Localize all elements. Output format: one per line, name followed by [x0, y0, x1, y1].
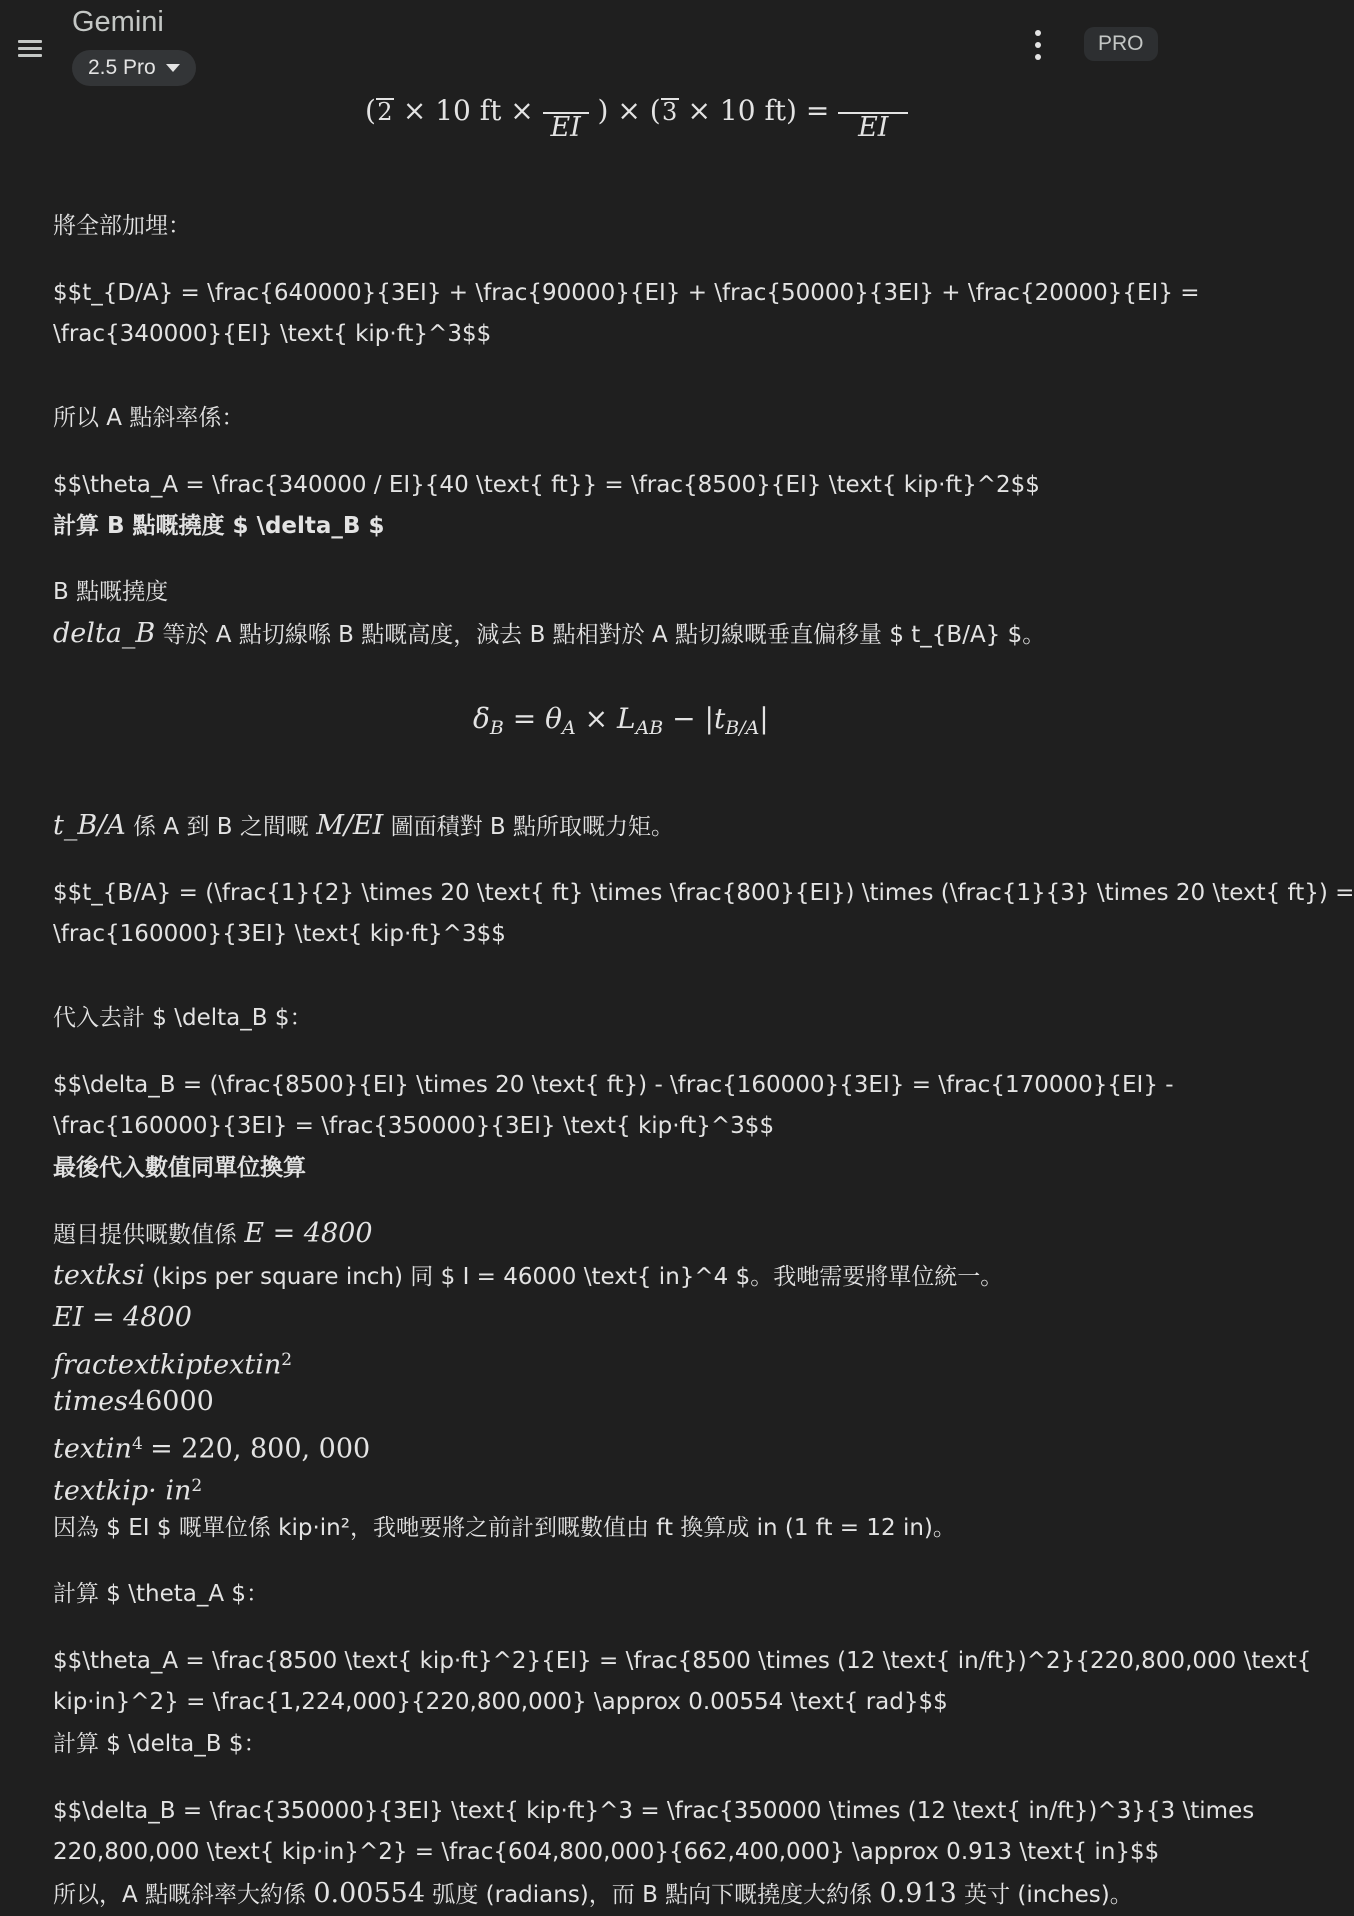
math-sup: 2 — [191, 1476, 203, 1496]
formula-display — [473, 702, 769, 739]
paragraph — [53, 1381, 214, 1424]
text-inline: (kips per square inch) 同 $ I = 46000 \text{ in}^4 $。我哋需要將單位統一。 — [152, 1264, 1004, 1290]
text-inline: 英寸 (inches)。 — [964, 1882, 1133, 1908]
latex-line: 220,800,000 \text{ kip·in}^2} = \frac{604,800,000}{662,400,000} \approx 0.913 \text{ in}$$ — [53, 1839, 1160, 1865]
math-inline: fractextkiptextin — [53, 1349, 282, 1381]
app-title: Gemini — [72, 6, 164, 38]
math-sub: B/A — [725, 717, 760, 739]
math-inline: delta_B — [53, 618, 156, 649]
paragraph: 計算 $ \delta_B $： — [53, 1731, 267, 1757]
paragraph: 計算 $ \theta_A $： — [53, 1581, 270, 1607]
paragraph — [53, 613, 1045, 656]
formula-denominator-2: 3 — [662, 98, 678, 126]
text-inline: 弧度 (radians)，而 B 點向下嘅撓度大約係 — [432, 1882, 873, 1908]
latex-line: kip·in}^2} = \frac{1,224,000}{220,800,000} \approx 0.00554 \text{ rad}$$ — [53, 1689, 948, 1715]
text-inline: 係 A 到 B 之間嘅 — [133, 814, 309, 840]
latex-line: $$t_{B/A} = (\frac{1}{2} \times 20 \text{ ft} \times \frac{800}{EI}) \times (\frac{1}{3} \times 20 \text{ ft}) = — [53, 880, 1354, 906]
model-selector-button[interactable] — [72, 50, 196, 86]
formula-segment-3: × 10 ft) = — [687, 94, 830, 127]
math-inline: textin — [53, 1433, 132, 1465]
math-symbol: δ — [473, 702, 490, 735]
latex-line: \frac{340000}{EI} \text{ kip·ft}^3$$ — [53, 321, 492, 347]
menu-icon[interactable] — [14, 36, 46, 68]
math-inline: EI = 4800 — [53, 1302, 192, 1333]
formula-segment-1: × 10 ft × — [402, 94, 534, 127]
math-sub: B — [489, 717, 504, 739]
math-inline: textksi — [53, 1260, 145, 1291]
caret-down-icon — [166, 64, 180, 72]
paragraph: B 點嘅撓度 — [53, 579, 169, 605]
latex-line: $$\theta_A = \frac{340000 / EI}{40 \text{ ft}} = \frac{8500}{EI} \text{ kip·ft}^2$$ — [53, 472, 1040, 498]
math-inline: textkip· in — [53, 1475, 192, 1507]
latex-line: $$\delta_B = (\frac{8500}{EI} \times 20 \text{ ft}) - \frac{160000}{3EI} = \frac{170000}{EI} - — [53, 1072, 1174, 1098]
math-symbol: − |t — [672, 702, 726, 735]
paragraph — [53, 1873, 1133, 1916]
math-symbol: | — [759, 702, 769, 735]
math-sup: 4 — [131, 1434, 143, 1454]
math-inline: times — [53, 1386, 128, 1417]
math-inline: M/EI — [316, 810, 384, 841]
latex-line: \frac{160000}{3EI} = \frac{350000}{3EI} \text{ kip·ft}^3$$ — [53, 1113, 775, 1139]
paragraph: 所以 A 點斜率係： — [53, 405, 245, 431]
latex-line: \frac{160000}{3EI} \text{ kip·ft}^3$$ — [53, 921, 506, 947]
paragraph — [53, 805, 674, 848]
paragraph: 因為 $ EI $ 嘅單位係 kip·in²，我哋要將之前計到嘅數值由 ft 換算成 in (1 ft = 12 in)。 — [53, 1515, 956, 1541]
formula-denominator-1: 2 — [377, 98, 393, 126]
paragraph — [53, 1297, 192, 1340]
model-label: 2.5 Pro — [88, 56, 156, 79]
paragraph: 代入去計 $ \delta_B $： — [53, 1005, 313, 1031]
math-sup: 2 — [281, 1350, 293, 1370]
more-options-icon[interactable] — [1030, 30, 1046, 60]
math-sub: A — [561, 717, 576, 739]
paragraph — [53, 1213, 373, 1256]
text-inline: 題目提供嘅數值係 — [53, 1222, 237, 1248]
formula-ei-1: EI — [550, 112, 581, 143]
math-number: 0.913 — [879, 1878, 957, 1909]
section-heading: 計算 B 點嘅撓度 $ \delta_B $ — [53, 513, 385, 539]
math-inline: E = 4800 — [244, 1218, 373, 1249]
math-inline: t_B/A — [53, 810, 126, 841]
text-inline: 所以，A 點嘅斜率大約係 — [53, 1882, 307, 1908]
formula-segment-2: ) × ( — [597, 94, 661, 127]
text-inline: 等於 A 點切線喺 B 點嘅高度，減去 B 點相對於 A 點切線嘅垂直偏移量 $ t_{B/A} $。 — [162, 622, 1046, 648]
formula-top — [365, 92, 908, 142]
paragraph — [53, 1255, 1003, 1298]
math-symbol: = θ — [512, 702, 562, 735]
formula-ei-2: EI — [858, 112, 889, 143]
latex-line: $$t_{D/A} = \frac{640000}{3EI} + \frac{90000}{EI} + \frac{50000}{3EI} + \frac{20000}{EI} = — [53, 280, 1200, 306]
math-number: = 220, 800, 000 — [150, 1433, 371, 1465]
math-number: 0.00554 — [313, 1878, 426, 1909]
formula-paren: ( — [365, 94, 376, 127]
latex-line: $$\theta_A = \frac{8500 \text{ kip·ft}^2}{EI} = \frac{8500 \times (12 \text{ in/ft})^2}{220,800,000 \text{ — [53, 1648, 1312, 1674]
math-number: 46000 — [127, 1386, 214, 1417]
top-bar — [0, 0, 1161, 90]
text-inline: 圖面積對 B 點所取嘅力矩。 — [390, 814, 675, 840]
latex-line: $$\delta_B = \frac{350000}{3EI} \text{ kip·ft}^3 = \frac{350000 \times (12 \text{ in/ft})^3}{3 \times — [53, 1798, 1255, 1824]
pro-badge: PRO — [1084, 27, 1158, 61]
math-symbol: × L — [584, 702, 636, 735]
section-heading: 最後代入數值同單位換算 — [53, 1155, 306, 1181]
paragraph: 將全部加埋： — [53, 213, 191, 239]
math-sub: AB — [635, 717, 664, 739]
